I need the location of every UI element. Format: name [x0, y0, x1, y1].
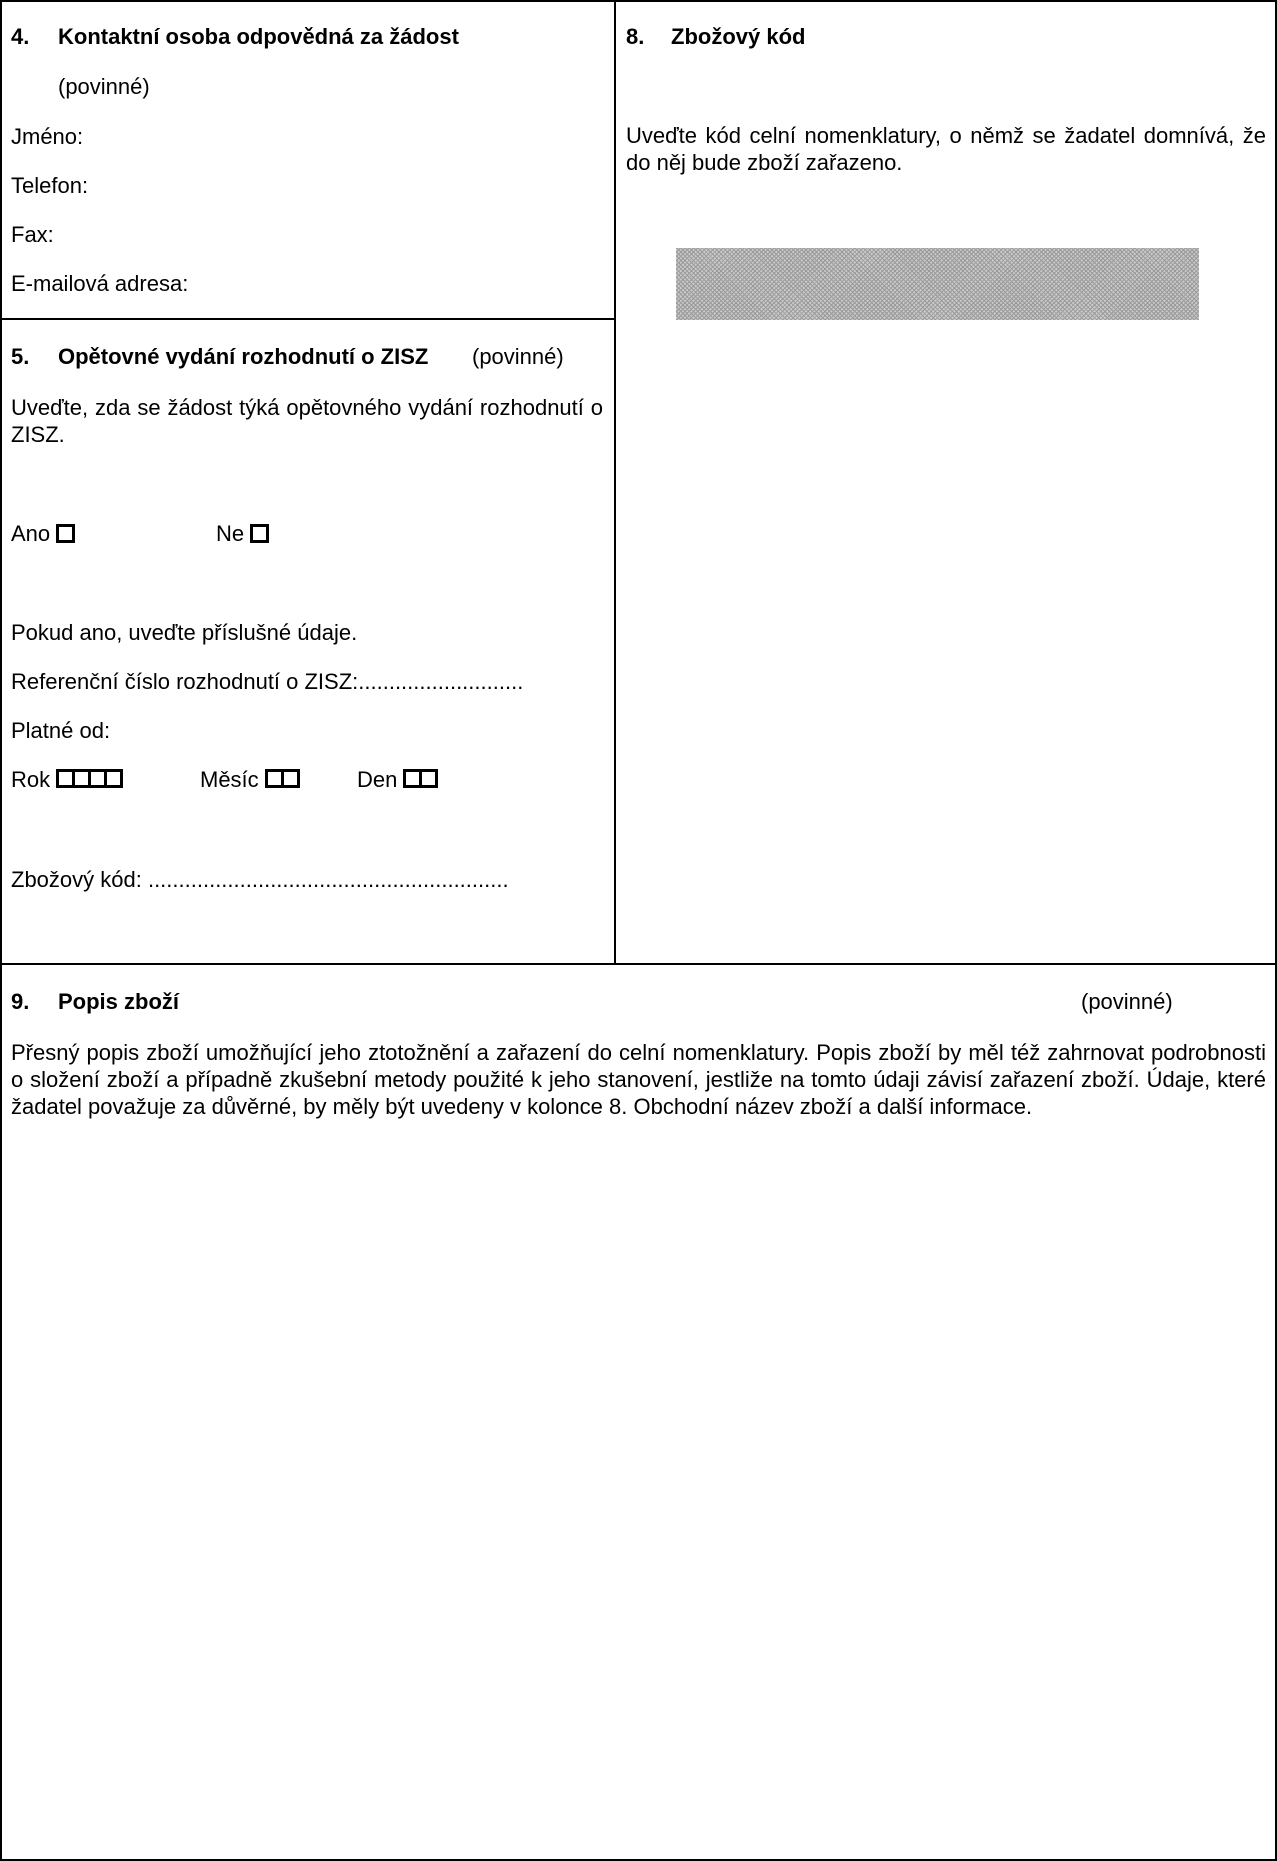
- commodity-code-line[interactable]: Zbožový kód: ...........................................................: [11, 867, 509, 892]
- section-5-mandatory: (povinné): [472, 344, 564, 369]
- section-8-number: 8.: [626, 24, 645, 49]
- section-8-description: Uveďte kód celní nomenklatury, o němž se žadatel domnívá, že do něj bude zboží zařazeno.: [626, 123, 1266, 175]
- section-4-mandatory: (povinné): [58, 74, 150, 99]
- yes-label: Ano: [11, 521, 51, 546]
- if-yes-instruction: Pokud ano, uveďte příslušné údaje.: [11, 620, 358, 645]
- month-label: Měsíc: [200, 767, 259, 792]
- section-5-description: Uveďte, zda se žádost týká opětovného vydání rozhodnutí o ZISZ.: [11, 395, 603, 447]
- month-group: [200, 767, 297, 795]
- section-9-mandatory: (povinné): [1081, 989, 1173, 1014]
- no-checkbox[interactable]: [250, 524, 269, 543]
- section-5-title: Opětovné vydání rozhodnutí o ZISZ: [58, 344, 429, 369]
- section-4-number: 4.: [11, 24, 30, 49]
- section-4-title: Kontaktní osoba odpovědná za žádost: [58, 24, 459, 49]
- section-8-title: Zbožový kód: [671, 24, 806, 49]
- section-4-5-divider: [0, 318, 615, 320]
- no-option: [216, 521, 269, 547]
- section-9-title: Popis zboží: [58, 989, 179, 1014]
- fax-label: Fax:: [11, 222, 54, 247]
- email-label: E-mailová adresa:: [11, 271, 189, 296]
- section-9-number: 9.: [11, 989, 30, 1014]
- year-boxes[interactable]: [56, 769, 120, 795]
- column-divider: [614, 0, 616, 964]
- year-label: Rok: [11, 767, 51, 792]
- name-label: Jméno:: [11, 124, 84, 149]
- section-5-number: 5.: [11, 344, 30, 369]
- section-9-divider: [0, 963, 1277, 965]
- commodity-code-field[interactable]: [676, 248, 1199, 320]
- yes-checkbox[interactable]: [56, 524, 75, 543]
- day-group: [357, 767, 435, 795]
- day-label: Den: [357, 767, 398, 792]
- valid-from-label: Platné od:: [11, 718, 111, 743]
- no-label: Ne: [216, 521, 245, 546]
- day-boxes[interactable]: [403, 769, 435, 795]
- ref-number-field[interactable]: Referenční číslo rozhodnutí o ZISZ:...........................: [11, 669, 524, 694]
- yes-option: [11, 521, 75, 547]
- year-group: [11, 767, 120, 795]
- section-9-description: Přesný popis zboží umožňující jeho ztotožnění a zařazení do celní nomenklatury. Popis zboží by měl též zahrnovat podrobnosti o složení zboží a případně zkušební metody použité k jeho stanovení, jestliže na tomto údaji závisí zařazení zboží. Údaje, které žadatel považuje za důvěrné, by měly být uvedeny v kolonce 8. Obchodní název zboží a další informace.: [11, 1040, 1266, 1119]
- phone-label: Telefon:: [11, 173, 89, 198]
- month-boxes[interactable]: [265, 769, 297, 795]
